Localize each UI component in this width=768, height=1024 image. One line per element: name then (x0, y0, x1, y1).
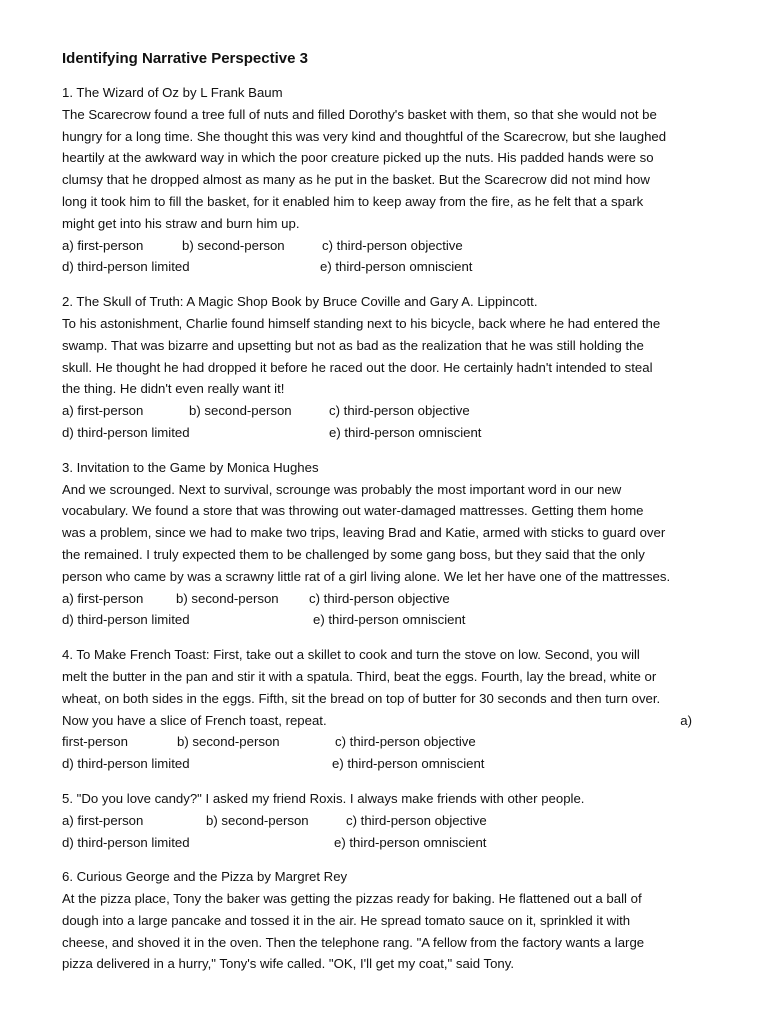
passage-line: the remained. I truly expected them to be challenged by some gang boss, but they said that the only (62, 546, 645, 562)
answer-options-row (62, 832, 712, 854)
question-4 (62, 644, 712, 775)
option-d: d) third-person limited (62, 259, 190, 275)
passage-line: was a problem, since we had to make two trips, leaving Brad and Katie, armed with sticks to guard over (62, 525, 666, 541)
passage-line (62, 710, 712, 732)
answer-options-row (62, 753, 712, 775)
answer-options-row (62, 422, 712, 444)
passage-line: vocabulary. We found a store that was throwing out water-damaged mattresses. Getting them home (62, 503, 644, 519)
passage-line: melt the butter in the pan and stir it with a spatula. Third, beat the eggs. Fourth, lay the bread, white or (62, 668, 657, 684)
answer-options-row (62, 731, 712, 753)
passage-line: The Scarecrow found a tree full of nuts and filled Dorothy's basket with them, so that she would not be (62, 106, 657, 122)
passage-line: person who came by was a scrawny little rat of a girl living alone. We let her have one of the mattresses. (62, 568, 671, 584)
passage-line: heartily at the awkward way in which the poor creature picked up the nuts. His padded hands were so (62, 150, 654, 166)
option-e: e) third-person omniscient (329, 424, 482, 440)
question-heading: 2. The Skull of Truth: A Magic Shop Book by Bruce Coville and Gary A. Lippincott. (62, 294, 538, 310)
question-5 (62, 788, 712, 853)
passage-line: clumsy that he dropped almost as many as he put in the basket. But the Scarecrow did not mind how (62, 172, 650, 188)
question-heading: 3. Invitation to the Game by Monica Hughes (62, 459, 319, 475)
passage-line: 4. To Make French Toast: First, take out a skillet to cook and turn the stove on low. Second, you will (62, 647, 640, 663)
option-e: e) third-person omniscient (320, 259, 473, 275)
option-c: c) third-person objective (335, 734, 476, 750)
worksheet-page (62, 44, 712, 988)
option-b: b) second-person (176, 590, 279, 606)
option-a-marker: a) (680, 712, 692, 728)
option-c: c) third-person objective (309, 590, 450, 606)
option-b: b) second-person (206, 812, 309, 828)
passage-line: skull. He thought he had dropped it before he raced out the door. He certainly hadn't intended to steal (62, 359, 653, 375)
question-6 (62, 866, 712, 975)
page-title: Identifying Narrative Perspective 3 (62, 50, 308, 67)
option-c: c) third-person objective (329, 403, 470, 419)
option-b: b) second-person (189, 403, 292, 419)
option-b: b) second-person (177, 734, 280, 750)
option-a: a) first-person (62, 590, 144, 606)
option-b: b) second-person (182, 237, 285, 253)
passage-line-text: Now you have a slice of French toast, repeat. (62, 712, 327, 728)
answer-options-row (62, 400, 712, 422)
option-a: a) first-person (62, 812, 144, 828)
passage-line: swamp. That was bizarre and upsetting but not as bad as the realization that he was still holding the (62, 337, 644, 353)
question-1 (62, 82, 712, 278)
option-e: e) third-person omniscient (313, 612, 466, 628)
question-heading: 1. The Wizard of Oz by L Frank Baum (62, 85, 283, 100)
option-d: d) third-person limited (62, 424, 190, 440)
question-heading: 6. Curious George and the Pizza by Margret Rey (62, 869, 348, 885)
option-a: a) first-person (62, 237, 144, 253)
passage-line: To his astonishment, Charlie found himself standing next to his bicycle, back where he had entered the (62, 315, 661, 331)
question-3 (62, 457, 712, 631)
passage-line: might get into his straw and burn him up. (62, 215, 300, 231)
option-a: a) first-person (62, 403, 144, 419)
passage-line: And we scrounged. Next to survival, scrounge was probably the most important word in our new (62, 481, 622, 497)
option-d: d) third-person limited (62, 612, 190, 628)
option-e: e) third-person omniscient (332, 756, 485, 772)
answer-options-row (62, 609, 712, 631)
passage-line: wheat, on both sides in the eggs. Fifth, sit the bread on top of butter for 30 seconds and then turn over. (62, 690, 661, 706)
answer-options-row (62, 256, 712, 278)
passage-line: cheese, and shoved it in the oven. Then the telephone rang. "A fellow from the factory wants a large (62, 934, 645, 950)
passage-line: At the pizza place, Tony the baker was getting the pizzas ready for baking. He flattened out a ball of (62, 891, 642, 907)
passage-line: the thing. He didn't even really want it! (62, 381, 285, 397)
option-c: c) third-person objective (322, 237, 463, 253)
passage-line: long it took him to fill the basket, for it enabled him to keep away from the fire, as he felt that a spark (62, 193, 644, 209)
passage-line: pizza delivered in a hurry," Tony's wife called. "OK, I'll get my coat," said Tony. (62, 956, 515, 972)
answer-options-row (62, 235, 712, 257)
passage-line: 5. "Do you love candy?" I asked my friend Roxis. I always make friends with other people. (62, 790, 585, 806)
answer-options-row (62, 588, 712, 610)
passage-line: dough into a large pancake and tossed it in the air. He spread tomato sauce on it, sprinkled it with (62, 912, 631, 928)
question-2 (62, 291, 712, 444)
passage-line: hungry for a long time. She thought this was very kind and thoughtful of the Scarecrow, but she laughed (62, 128, 667, 144)
option-c: c) third-person objective (346, 812, 487, 828)
option-d: d) third-person limited (62, 756, 190, 772)
option-e: e) third-person omniscient (334, 834, 487, 850)
option-a: first-person (62, 734, 128, 750)
answer-options-row (62, 810, 712, 832)
option-d: d) third-person limited (62, 834, 190, 850)
